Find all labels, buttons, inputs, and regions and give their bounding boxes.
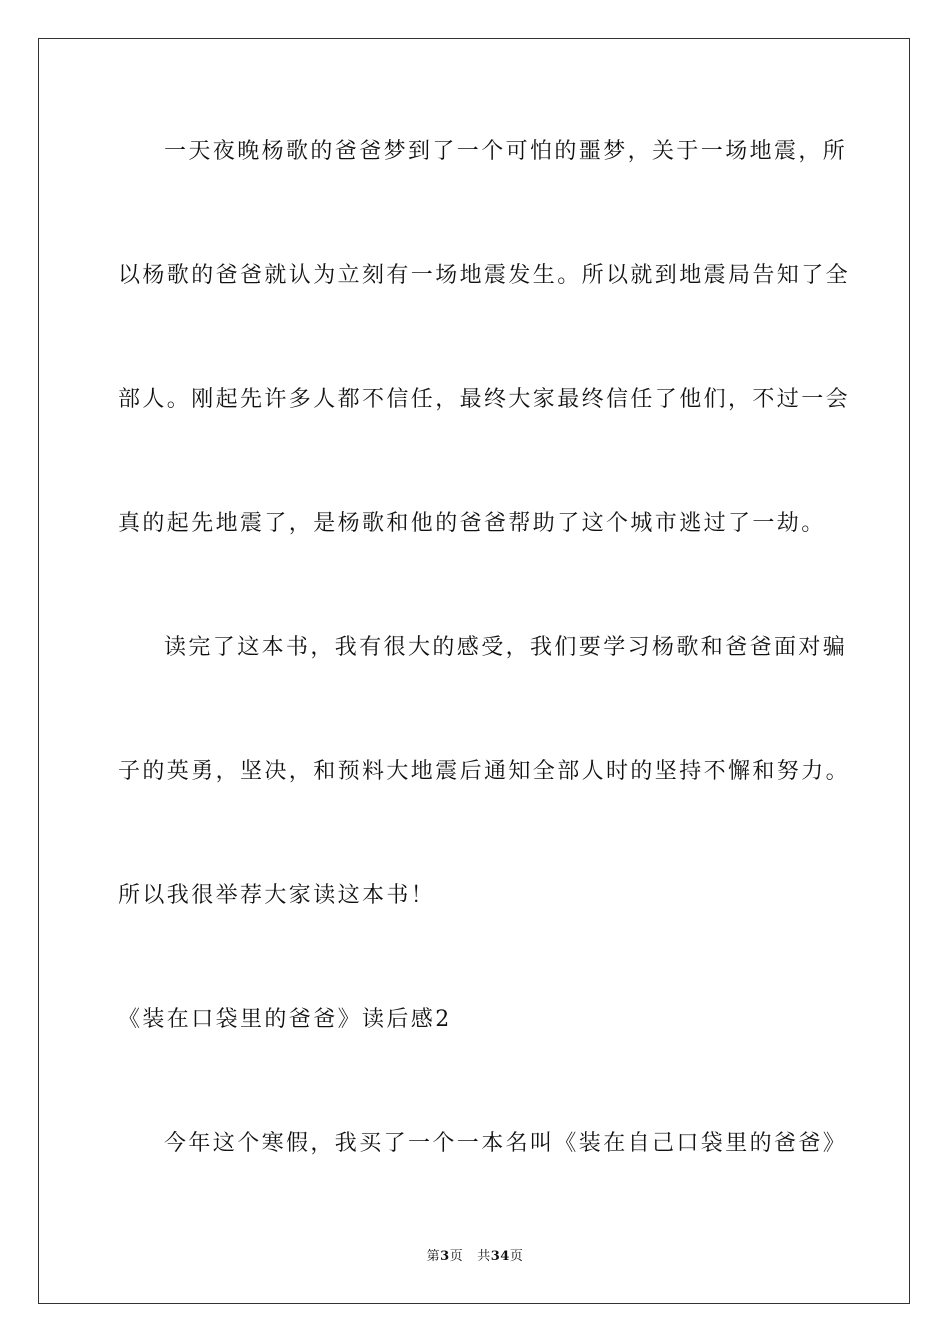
page-prefix: 第 [426,1249,441,1264]
page-footer [0,1248,950,1266]
paragraph-line-1: 一天夜晚杨歌的爸爸梦到了一个可怕的噩梦，关于一场地震，所 [164,139,848,164]
page-suffix: 页 [449,1249,464,1264]
total-prefix: 共 [477,1249,491,1264]
paragraph-line-5: 读完了这本书，我有很大的感受，我们要学习杨歌和爸爸面对骗 [164,635,848,660]
page-current: 3 [440,1249,450,1264]
paragraph-line-4: 真的起先地震了，是杨歌和他的爸爸帮助了这个城市逃过了一劫。 [118,511,826,536]
page-total: 34 [490,1249,510,1264]
total-suffix: 页 [509,1249,524,1264]
paragraph-line-6: 子的英勇，坚决，和预料大地震后通知全部人时的坚持不懈和努力。 [118,759,851,784]
paragraph-line-7: 所以我很举荐大家读这本书！ [118,883,436,908]
paragraph-line-2: 以杨歌的爸爸就认为立刻有一场地震发生。所以就到地震局告知了全 [118,263,851,288]
paragraph-line-3: 部人。刚起先许多人都不信任，最终大家最终信任了他们，不过一会 [118,387,851,412]
paragraph-line-8: 今年这个寒假，我买了一个一本名叫《装在自己口袋里的爸爸》 [164,1131,848,1156]
page-border [38,38,910,1304]
section-heading: 《装在口袋里的爸爸》读后感2 [118,1007,452,1032]
